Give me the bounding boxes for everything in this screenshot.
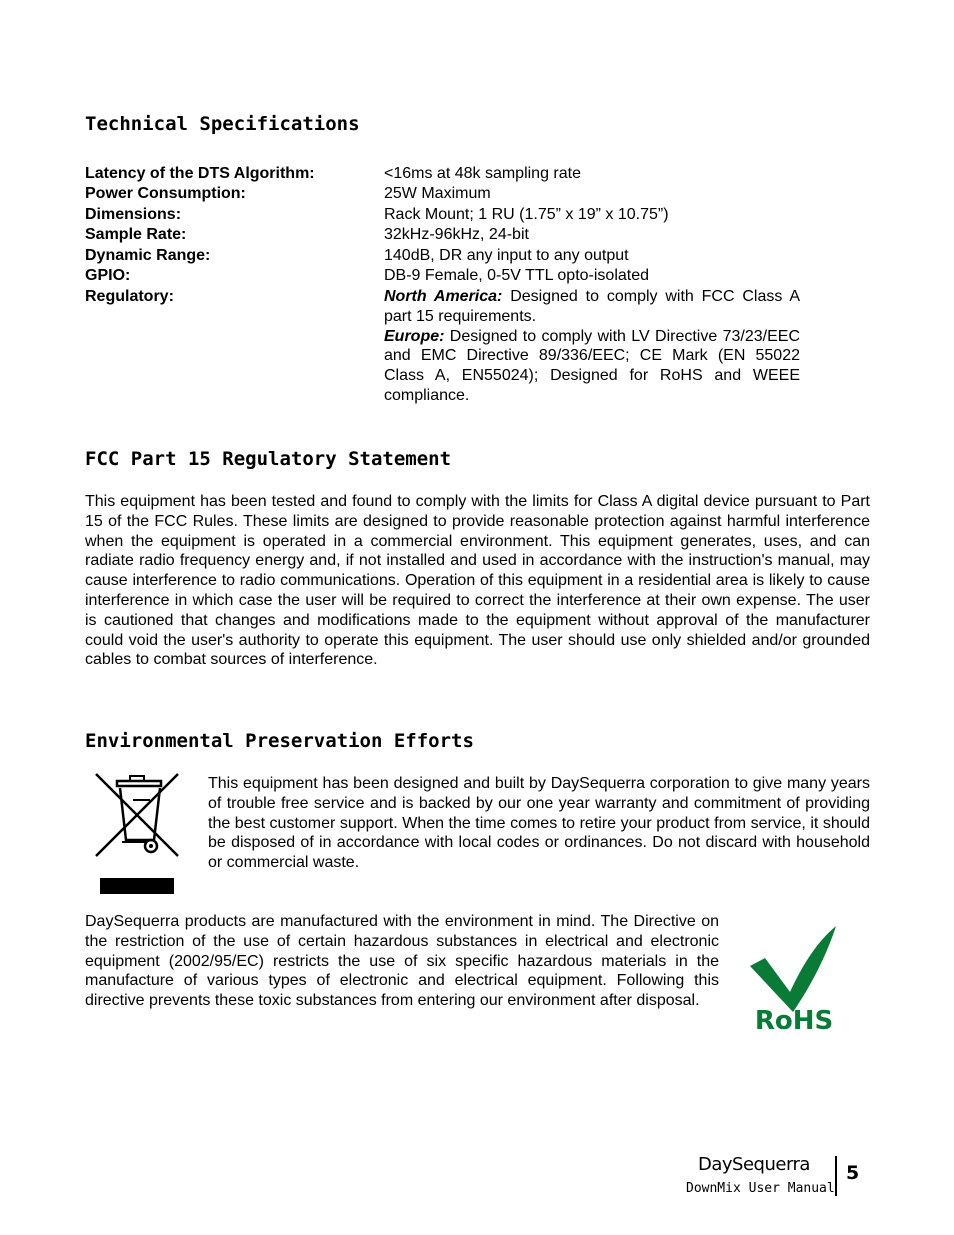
weee-bin-icon [92,770,184,903]
spec-label: Dynamic Range: [85,247,211,264]
environment-paragraph-2: DaySequerra products are manufactured with the environment in mind. The Directive on the restriction of the use of certain hazardous substances in electrical and electronic equipment (2002/95/EC) restricts the use of six specific hazardous materials in the manufacture of various types of electronic and electrical equipment. Following this directive prevents these toxic substances from entering our environment after disposal. [85,913,719,1010]
page-number: 5 [846,1162,860,1184]
environment-heading: Environmental Preservation Efforts [85,730,474,752]
north-america-label: North America: [384,288,503,305]
spec-value: 32kHz-96kHz, 24-bit [384,226,529,243]
fcc-heading: FCC Part 15 Regulatory Statement [85,448,452,470]
footer-divider [835,1156,837,1196]
spec-label: Regulatory: [85,288,174,305]
spec-value: 25W Maximum [384,185,491,202]
north-america-text: Designed to comply with FCC Class A part 15 requirements. [384,288,801,325]
regulatory-details [384,287,800,406]
europe-label: Europe: [384,327,445,345]
regulatory-europe [384,327,800,406]
regulatory-north-america [384,287,800,327]
fcc-paragraph: This equipment has been tested and found to comply with the limits for Class A digital device pursuant to Part 15 of the FCC Rules. These limits are designed to provide reasonable protection against harmful interference when the equipment is operated in a commercial environment. This equipment generates, uses, and can radiate radio frequency energy and, if not installed and used in accordance with the instruction's manual, may cause interference to radio communications. Operation of this equipment in a residential area is likely to cause interference in which case the user will be required to correct the interference at their own expense. The user is cautioned that changes and modifications made to the equipment without approval of the manufacturer could void the user's authority to operate this equipment. The user should use only shielded and/or grounded cables to combat sources of interference. [85,493,870,669]
spec-label: Dimensions: [85,206,182,223]
spec-value: 140dB, DR any input to any output [384,247,629,264]
spec-label: Sample Rate: [85,226,187,243]
spec-value: <16ms at 48k sampling rate [384,165,581,182]
footer-brand: DaySequerra [698,1154,810,1175]
europe-text: Designed to comply with LV Directive 73/23/EEC and EMC Directive 89/336/EEC; CE Mark (EN 55022 Class A, EN55024); Designed for RoHS and WEEE compliance. [384,327,800,404]
tech-specs-heading: Technical Specifications [85,113,360,135]
spec-label: Latency of the DTS Algorithm: [85,165,315,182]
rohs-logo [745,924,845,1043]
spec-label: Power Consumption: [85,185,246,202]
environment-paragraph-1: This equipment has been designed and built by DaySequerra corporation to give many years of trouble free service and is backed by our one year warranty and commitment of providing the best customer support. When the time comes to retire your product from service, it should be disposed of in accordance with local codes or ordinances. Do not discard with household or commercial waste. [208,775,870,872]
footer-manual-title: DownMix User Manual [686,1181,835,1196]
spec-value: Rack Mount; 1 RU (1.75” x 19” x 10.75”) [384,206,669,223]
spec-label: GPIO: [85,267,131,284]
rohs-text: RoHS [754,1006,834,1036]
spec-value: DB-9 Female, 0-5V TTL opto-isolated [384,267,650,284]
